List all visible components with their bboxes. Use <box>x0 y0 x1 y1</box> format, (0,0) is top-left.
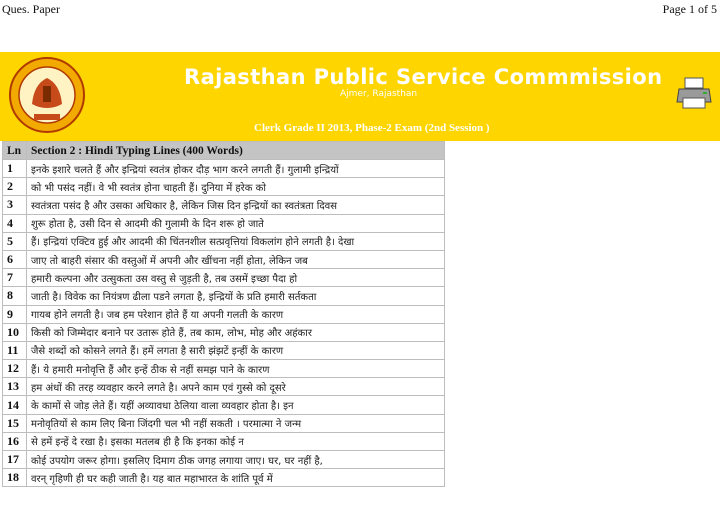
table-row <box>3 196 445 214</box>
header-banner <box>0 52 720 141</box>
table-row <box>3 287 445 305</box>
line-text: हम अंधों की तरह व्यवहार करने लगते है। अपने काम एवं गुस्से को दूसरे <box>27 378 445 396</box>
table-row <box>3 414 445 432</box>
line-number: 11 <box>3 341 27 359</box>
line-text: शुरू होता है, उसी दिन से आदमी की गुलामी के दिन शरू हो जाते <box>27 214 445 232</box>
line-number: 15 <box>3 414 27 432</box>
rpsc-emblem-icon <box>8 56 86 134</box>
table-row <box>3 269 445 287</box>
line-number: 4 <box>3 214 27 232</box>
line-text: कोई उपयोग जरूर होगा। इसलिए दिमाग ठीक जगह लगाया जाए। घर, घर नहीं है, <box>27 451 445 469</box>
printer-icon[interactable] <box>676 76 712 110</box>
line-number: 2 <box>3 178 27 196</box>
table-row <box>3 250 445 268</box>
line-text: से हमें इन्हें दे रखा है। इसका मतलब ही है कि इनका कोई न <box>27 432 445 450</box>
table-row <box>3 451 445 469</box>
line-number: 9 <box>3 305 27 323</box>
table-header-row <box>3 142 445 160</box>
line-number: 6 <box>3 250 27 268</box>
line-text: किसी को जिम्मेदार बनाने पर उतारू होते हैं, तब काम, लोभ, मोह और अहंकार <box>27 323 445 341</box>
table-row <box>3 232 445 250</box>
line-number: 3 <box>3 196 27 214</box>
line-text: वरन् गृहिणी ही घर कही जाती है। यह बात महाभारत के शांति पूर्व में <box>27 469 445 487</box>
line-number: 7 <box>3 269 27 287</box>
commission-title: Rajasthan Public Service Commmission <box>184 65 663 89</box>
page-indicator: Page 1 of 5 <box>662 2 717 16</box>
line-text: स्वतंत्रता पसंद है और उसका अधिकार है, लेकिन जिस दिन इन्द्रियों का स्वतंत्रता दिवस <box>27 196 445 214</box>
column-header-ln: Ln <box>3 142 27 160</box>
line-text: जाती है। विवेक का नियंत्रण ढीला पडने लगता है, इन्द्रियों के प्रति हमारी सर्तकता <box>27 287 445 305</box>
table-row <box>3 432 445 450</box>
line-text: इनके इशारे चलते हैं और इन्द्रियां स्वतंत्र होकर दौड़ भाग करने लगती हैं। गुलामी इन्द्रियों <box>27 160 445 178</box>
line-text: गायब होने लगती है। जब हम परेशान होते हैं या अपनी गलती के कारण <box>27 305 445 323</box>
line-number: 8 <box>3 287 27 305</box>
line-text: के कामों से जोड़ लेते हैं। यहीं अव्यावधा ठेलिया वाला व्यवहार होता है। इन <box>27 396 445 414</box>
line-text: जाए तो बाहरी संसार की वस्तुओं में अपनी और खींचना नहीं होता, लेकिन जब <box>27 250 445 268</box>
line-number: 14 <box>3 396 27 414</box>
table-row <box>3 160 445 178</box>
line-number: 17 <box>3 451 27 469</box>
line-text: हैं। इन्द्रियां एक्टिव हुई और आदमी की चिंतनशील सत्प्रवृत्तियां विकलांग होने लगती है। देखा <box>27 232 445 250</box>
table-row <box>3 378 445 396</box>
line-text: हमारी कल्पना और उत्सुकता उस वस्तु से जुड़ती है, तब उसमें इच्छा पैदा हो <box>27 269 445 287</box>
document-label: Ques. Paper <box>2 2 60 16</box>
line-text: जैसे शब्दों को कोसने लगते हैं। हमें लगता है सारी झंझटें इन्हीं के कारण <box>27 341 445 359</box>
table-row <box>3 469 445 487</box>
line-text: हैं। ये हमारी मनोवृत्ति हैं और इन्हें ठीक से नहीं समझ पाने के कारण <box>27 360 445 378</box>
table-row <box>3 341 445 359</box>
commission-location: Ajmer, Rajasthan <box>340 89 418 99</box>
table-row <box>3 305 445 323</box>
column-header-section: Section 2 : Hindi Typing Lines (400 Words) <box>27 142 445 160</box>
line-number: 1 <box>3 160 27 178</box>
table-row <box>3 323 445 341</box>
typing-lines-table <box>2 141 445 487</box>
line-number: 5 <box>3 232 27 250</box>
line-text: को भी पसंद नहीं। वे भी स्वतंत्र होना चाहती हैं। दुनिया में हरेक को <box>27 178 445 196</box>
line-number: 13 <box>3 378 27 396</box>
table-row <box>3 214 445 232</box>
table-row <box>3 360 445 378</box>
line-number: 16 <box>3 432 27 450</box>
line-number: 12 <box>3 360 27 378</box>
line-text: मनोवृतियों से काम लिए बिना जिंदगी चल भी नहीं सकती । परमात्मा ने जन्म <box>27 414 445 432</box>
line-number: 18 <box>3 469 27 487</box>
line-number: 10 <box>3 323 27 341</box>
exam-name: Clerk Grade II 2013, Phase-2 Exam (2nd Session ) <box>254 122 490 134</box>
table-row <box>3 396 445 414</box>
table-row <box>3 178 445 196</box>
